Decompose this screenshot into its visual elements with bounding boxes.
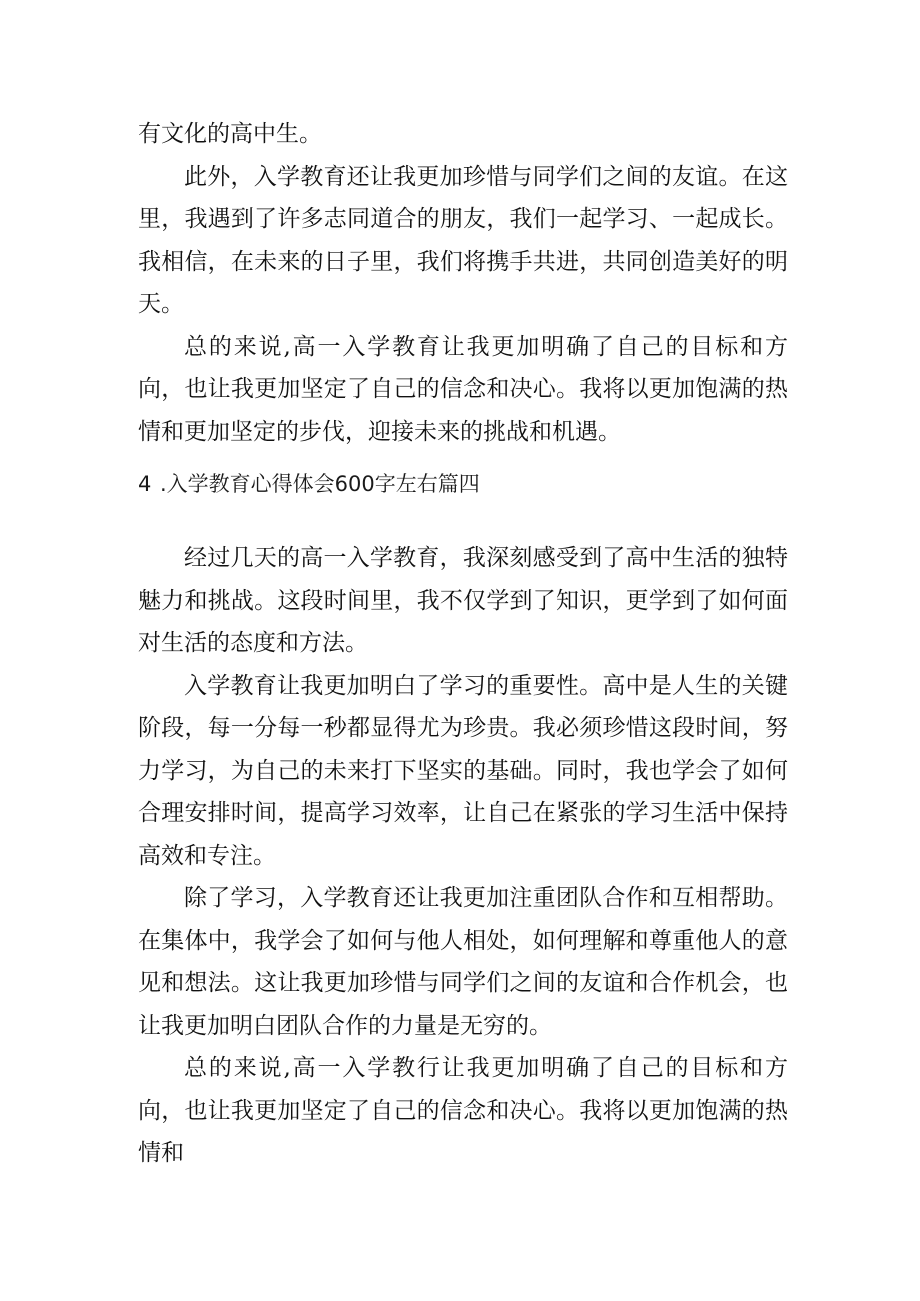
section-heading-number: 4 — [138, 472, 152, 496]
paragraph-teamwork: 除了学习，入学教育还让我更加注重团队合作和互相帮助。在集体中，我学会了如何与他人相处，如何理解和尊重他人的意见和想法。这让我更加珍惜与同学们之间的友谊和合作机会，也让我更加明白团队合作的力量是无穷的。 — [138, 885, 788, 1039]
section-heading-title: .入学教育心得体会600字左右篇四 — [160, 472, 480, 496]
section-heading — [138, 463, 788, 505]
paragraph-summary-1: 总的来说,高一入学教育让我更加明确了自己的目标和方向，也让我更加坚定了自己的信念和决心。我将以更加饱满的热情和更加坚定的步伐，迎接未来的挑战和机遇。 — [138, 333, 788, 445]
paragraph-summary-2: 总的来说,高一入学教行让我更加明确了自己的目标和方向，也让我更加坚定了自己的信念和决心。我将以更加饱满的热情和 — [138, 1055, 788, 1166]
paragraph-intro: 经过几天的高一入学教育，我深刻感受到了高中生活的独特魅力和挑战。这段时间里，我不仅学到了知识，更学到了如何面对生活的态度和方法。 — [138, 545, 788, 656]
paragraph-continuation: 有文化的高中生。 — [138, 121, 322, 147]
document-body — [138, 113, 788, 1175]
paragraph-study: 入学教育让我更加明白了学习的重要性。高中是人生的关键阶段，每一分每一秒都显得尤为珍贵。我必须珍惜这段时间，努力学习，为自己的未来打下坚实的基础。同时，我也学会了如何合理安排时间，提高学习效率，让自己在紧张的学习生活中保持高效和专注。 — [138, 672, 788, 869]
paragraph-friendship: 此外，入学教育还让我更加珍惜与同学们之间的友谊。在这里，我遇到了许多志同道合的朋友，我们一起学习、一起成长。我相信，在未来的日子里，我们将携手共进，共同创造美好的明天。 — [138, 163, 788, 317]
